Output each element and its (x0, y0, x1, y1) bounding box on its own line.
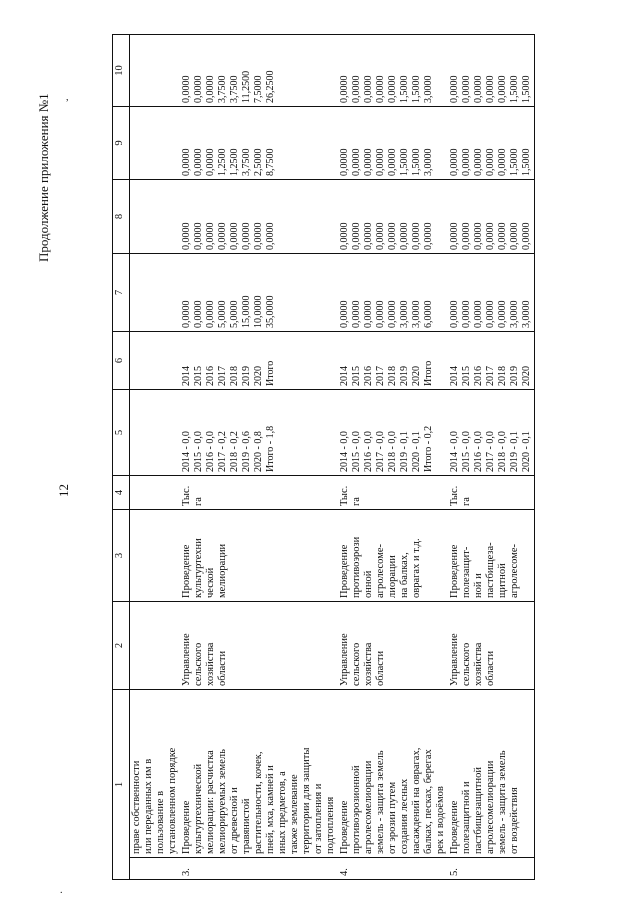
responsible-body: Управление сельского хозяйства области (448, 602, 535, 690)
rotated-table-wrapper (112, 35, 582, 880)
scan-speck: , (66, 92, 69, 103)
unit: Тыс. га (180, 476, 338, 510)
regional-funding: 0,0000 0,0000 0,0000 0,0000 0,0000 1,5000 1,5000 (448, 107, 535, 180)
total-funding: 0,0000 0,0000 0,0000 5,0000 5,0000 15,0000 10,0000 35,0000 (180, 254, 338, 332)
yearly-volume: 2014 - 0,0 2015 - 0,0 2016 - 0,0 2017 - 0,0 2018 - 0,0 2019 - 0,1 2020 - 0,1 Итого - 0,2 (338, 390, 448, 476)
table-row (448, 35, 535, 880)
header-col-8: 8 (113, 180, 130, 254)
year-list: 2014 2015 2016 2017 2018 2019 2020 Итого (338, 332, 448, 390)
table-row (180, 35, 338, 880)
other-funding: 0,0000 0,0000 0,0000 0,0000 0,0000 1,5000 1,5000 3,0000 (338, 35, 448, 107)
header-col-10: 10 (113, 35, 130, 107)
yearly-volume: 2014 - 0,0 2015 - 0,0 2016 - 0,0 2017 - 0,0 2018 - 0,0 2019 - 0,1 2020 - 0,1 (448, 390, 535, 476)
indicator-name: Проведение полезащит- ной и пастбищеза- щитной агролесоме- (448, 510, 535, 602)
unit: Тыс. га (338, 476, 448, 510)
scan-speck: . (60, 885, 63, 896)
measure-name: Проведение полезащитной и пастбищезащитной агролесомелиорации земель - защита земель от воздействия (448, 690, 535, 858)
responsible-body: Управление сельского хозяйства области (180, 602, 338, 690)
federal-funding: 0,0000 0,0000 0,0000 0,0000 0,0000 0,0000 0,0000 0,0000 (338, 180, 448, 254)
header-col-4: 4 (113, 476, 130, 510)
yearly-volume: 2014 - 0,0 2015 - 0,0 2016 - 0,0 2017 - 0,2 2018 - 0,2 2019 - 0,6 2020 - 0,8 Итого - 1,8 (180, 390, 338, 476)
measure-name: Проведение противоэрозионной агролесомелиорации земель - защита земель от эрозии путем создания лесных насаждений на оврагах, балках, песках, берегах рек и водоёмов (338, 690, 448, 858)
header-col-1: 1 (113, 690, 130, 880)
header-col-7: 7 (113, 254, 130, 332)
header-col-9: 9 (113, 107, 130, 180)
indicator-name: Проведение противоэрози онной агролесоме- лиорации на балках, оврагах и т.д. (338, 510, 448, 602)
unit: Тыс. га (448, 476, 535, 510)
header-row (113, 35, 130, 880)
page-number: 12 (56, 484, 71, 497)
measure-name: Проведение культуртехнической мелиорации: расчистка мелиорируемых земель от древесной и травянистой растительности, кочек, пней, мха, камней и иных предметов, а также землевание территории для защиты от затопления и подтопления (180, 690, 338, 858)
program-table (112, 34, 535, 880)
year-list: 2014 2015 2016 2017 2018 2019 2020 (448, 332, 535, 390)
federal-funding: 0,0000 0,0000 0,0000 0,0000 0,0000 0,0000 0,0000 (448, 180, 535, 254)
other-funding: 0,0000 0,0000 0,0000 0,0000 0,0000 1,5000 1,5000 (448, 35, 535, 107)
regional-funding: 0,0000 0,0000 0,0000 0,0000 0,0000 1,5000 1,5000 3,0000 (338, 107, 448, 180)
federal-funding: 0,0000 0,0000 0,0000 0,0000 0,0000 0,0000 0,0000 0,0000 (180, 180, 338, 254)
header-col-3: 3 (113, 510, 130, 602)
row-number: 4. (338, 858, 448, 880)
table-row (338, 35, 448, 880)
year-list: 2014 2015 2016 2017 2018 2019 2020 Итого (180, 332, 338, 390)
regional-funding: 0,0000 0,0000 0,0000 1,2500 1,2500 3,7500 2,5000 8,7500 (180, 107, 338, 180)
indicator-name: Проведение культуртехни ческой мелиорации (180, 510, 338, 602)
header-col-5: 5 (113, 390, 130, 476)
intro-cell: праве собственности или переданных им в пользование в установленном порядке (130, 690, 181, 858)
appendix-title: Продолжение приложения №1 (36, 93, 51, 262)
total-funding: 0,0000 0,0000 0,0000 0,0000 0,0000 3,0000 3,0000 6,0000 (338, 254, 448, 332)
other-funding: 0,0000 0,0000 0,0000 3,7500 3,7500 11,2500 7,5000 26,2500 (180, 35, 338, 107)
total-funding: 0,0000 0,0000 0,0000 0,0000 0,0000 3,0000 3,0000 (448, 254, 535, 332)
header-col-6: 6 (113, 332, 130, 390)
row-number: 3. (180, 858, 338, 880)
table-row-intro (130, 35, 181, 880)
responsible-body: Управление сельского хозяйства области (338, 602, 448, 690)
header-col-2: 2 (113, 602, 130, 690)
row-number: 5. (448, 858, 535, 880)
